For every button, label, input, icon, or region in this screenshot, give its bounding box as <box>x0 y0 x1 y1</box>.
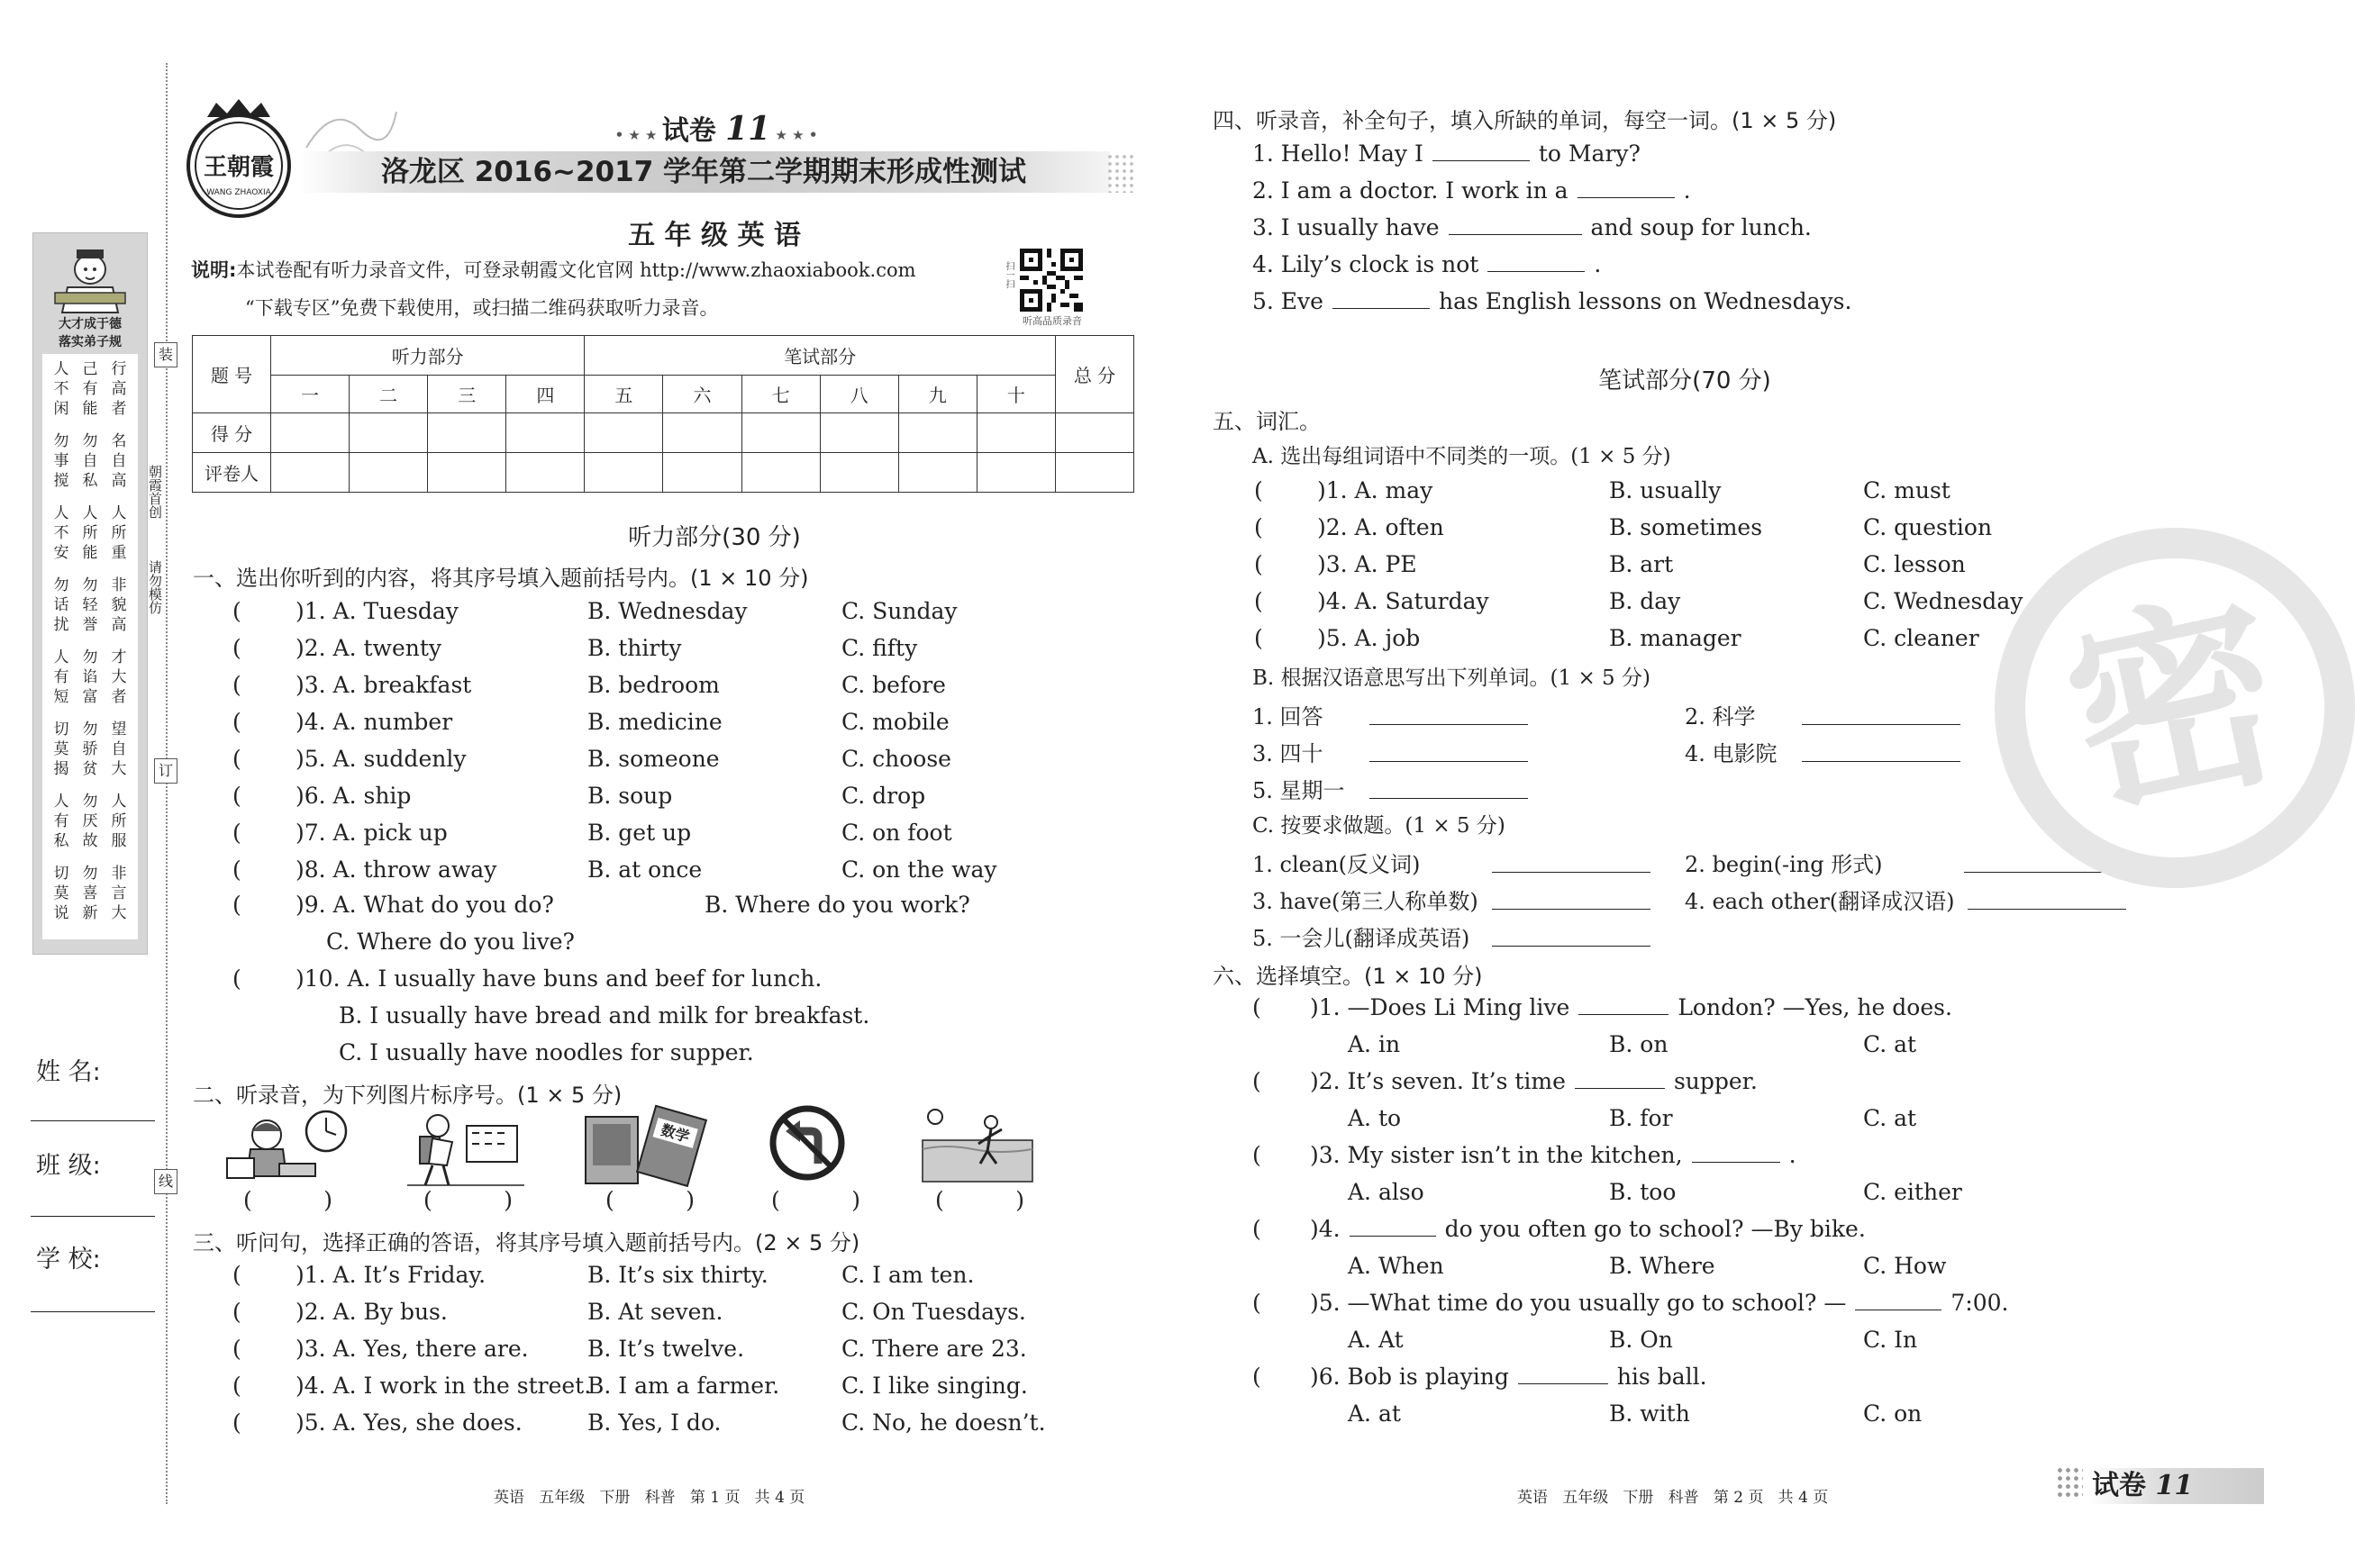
grader-cell[interactable] <box>663 453 741 493</box>
table-question-number: 九 <box>898 376 977 413</box>
option-c: C. fifty <box>841 635 918 661</box>
sentence-start: 2. I am a doctor. I work in a <box>1252 177 1568 204</box>
answer-bracket[interactable]: ( <box>1252 1068 1261 1094</box>
answer-blank[interactable] <box>1692 1142 1780 1163</box>
rule-block <box>42 648 138 712</box>
option-a: )4. A. Saturday <box>1317 588 1489 614</box>
option-b: B. medicine <box>587 709 723 735</box>
option-b: B. It’s twelve. <box>587 1336 745 1362</box>
task-answer-blank[interactable] <box>1492 872 1650 873</box>
table-header-writing: 笔试部分 <box>585 336 1056 376</box>
option-b: B. manager <box>1609 625 1741 651</box>
option-b: B. get up <box>587 820 692 846</box>
score-cell[interactable] <box>428 413 506 453</box>
option-c: C. drop <box>841 783 926 809</box>
answer-bracket[interactable]: ( <box>232 857 241 883</box>
qr-caption: 听高品质录音 <box>1023 315 1082 327</box>
rule-column: 名自高 <box>111 432 127 490</box>
table-question-number: 二 <box>350 376 428 413</box>
rule-column: 人有短 <box>53 648 69 706</box>
class-label: 班 级: <box>36 1152 101 1180</box>
answer-bracket[interactable]: ( <box>232 598 241 624</box>
table-header-question: 题 号 <box>193 336 271 413</box>
rule-block <box>42 720 138 784</box>
option-a: )5. A. suddenly <box>296 746 467 772</box>
option-b: B. sometimes <box>1609 514 1763 540</box>
option-a: )2. A. twenty <box>296 635 442 661</box>
option-a: )8. A. throw away <box>296 857 497 883</box>
subject-title: 五 年 级 英 语 <box>628 220 801 251</box>
option-b: B. at once <box>587 857 703 883</box>
rule-column: 人不安 <box>53 504 69 562</box>
rule-column: 行高者 <box>111 360 127 418</box>
instruction-line-2: “下载专区”免费下载使用，或扫描二维码获取听力录音。 <box>245 297 719 319</box>
option-c: C. cleaner <box>1863 625 1979 651</box>
motto-panel <box>32 232 148 955</box>
option-c: C. choose <box>841 746 951 772</box>
corner-tag: 试卷 11 <box>2088 1468 2264 1504</box>
question-stem: )3. My sister isn’t in the kitchen, <box>1310 1142 1683 1168</box>
total-score-cell[interactable] <box>1056 413 1134 453</box>
sentence-end: . <box>1683 177 1691 204</box>
task-prompt: 4. each other(翻译成汉语) <box>1685 889 1955 914</box>
option-b: B. bedroom <box>587 672 720 698</box>
option-a: )3. A. Yes, there are. <box>296 1336 529 1362</box>
option-c: C. There are 23. <box>841 1336 1027 1362</box>
option-c[interactable]: C. either <box>1863 1179 1962 1205</box>
option-c: C. I am ten. <box>841 1262 975 1288</box>
task-prompt: 1. clean(反义词) <box>1252 852 1421 877</box>
option-b: B. day <box>1609 588 1681 614</box>
grader-cell[interactable] <box>741 453 820 493</box>
q9-option-b: B. Where do you work? <box>705 892 970 918</box>
vocab-prompt: 5. 星期一 <box>1252 778 1345 803</box>
q10-option-a: )10. A. I usually have buns and beef for lunch. <box>296 965 823 992</box>
answer-bracket[interactable]: ( <box>232 709 241 735</box>
answer-bracket[interactable]: ( <box>1254 477 1263 503</box>
section-5a-title: A. 选出每组词语中不同类的一项。(1 × 5 分) <box>1252 445 1671 468</box>
answer-bracket[interactable]: ( <box>232 1409 241 1436</box>
answer-blank[interactable] <box>1578 994 1669 1015</box>
table-question-number: 四 <box>506 376 585 413</box>
option-c: C. I like singing. <box>841 1373 1028 1399</box>
option-c: C. must <box>1863 477 1950 503</box>
rule-column: 勿自私 <box>82 432 98 490</box>
option-c: C. Wednesday <box>1863 588 2023 614</box>
sentence-end: and soup for lunch. <box>1590 214 1812 240</box>
question-stem: )5. —What time do you usually go to school? — <box>1310 1290 1847 1316</box>
task-answer-blank[interactable] <box>1492 909 1650 910</box>
rule-column: 勿厌故 <box>82 793 98 850</box>
option-b[interactable]: B. On <box>1609 1327 1673 1353</box>
sentence-start: 1. Hello! May I <box>1252 140 1423 167</box>
option-c: C. on the way <box>841 857 997 883</box>
question-stem: )6. Bob is playing <box>1310 1364 1509 1390</box>
grader-cell[interactable] <box>271 453 350 493</box>
picture-hiker <box>407 1106 524 1189</box>
grader-cell[interactable] <box>506 453 585 493</box>
rule-column: 非言大 <box>111 865 127 922</box>
answer-blank[interactable] <box>1449 214 1582 235</box>
vocab-answer-blank[interactable] <box>1802 724 1960 725</box>
task-answer-blank[interactable] <box>1968 909 2126 910</box>
vocab-answer-blank[interactable] <box>1369 724 1528 725</box>
score-cell[interactable] <box>898 413 977 453</box>
binding-mark-2: 订 <box>154 758 177 784</box>
grader-cell[interactable] <box>428 453 506 493</box>
table-question-number: 七 <box>741 376 820 413</box>
option-c: C. lesson <box>1863 551 1966 577</box>
option-b: B. It’s six thirty. <box>587 1262 768 1288</box>
score-table <box>192 335 1134 493</box>
score-cell[interactable] <box>585 413 663 453</box>
sentence-start: 3. I usually have <box>1252 214 1440 240</box>
option-a[interactable]: A. at <box>1348 1400 1401 1427</box>
option-c: C. Sunday <box>841 598 958 624</box>
rule-column: 非貌高 <box>111 576 127 634</box>
qr-side-label: 扫一扫 <box>1004 261 1014 288</box>
rule-block <box>42 359 138 424</box>
rule-block <box>42 431 138 496</box>
option-a: )7. A. pick up <box>296 820 448 846</box>
name-label: 姓 名: <box>36 1058 101 1086</box>
question-stem: )4. <box>1310 1216 1341 1242</box>
answer-bracket[interactable]: ( <box>232 1299 241 1325</box>
svg-text:WANG ZHAOXIA: WANG ZHAOXIA <box>206 188 271 197</box>
task-prompt: 2. begin(-ing 形式) <box>1685 852 1883 877</box>
rule-block <box>42 503 138 568</box>
answer-bracket[interactable]: ( <box>1254 551 1263 577</box>
vocab-prompt: 4. 电影院 <box>1685 741 1778 766</box>
rule-column: 勿喜新 <box>82 865 98 922</box>
rule-column: 人所重 <box>111 504 127 562</box>
fill-in-row <box>1252 177 1691 204</box>
answer-bracket[interactable]: ( <box>232 892 241 918</box>
option-c: C. On Tuesdays. <box>841 1299 1026 1325</box>
answer-bracket[interactable]: ( <box>1252 1142 1261 1168</box>
rule-column: 勿话扰 <box>53 576 69 634</box>
answer-blank[interactable] <box>1518 1364 1608 1384</box>
motto-bottom: 落实弟子规 <box>59 335 122 349</box>
answer-bracket[interactable]: ( <box>232 965 241 992</box>
answer-bracket[interactable]: ( <box>232 783 241 809</box>
option-a[interactable]: A. to <box>1348 1105 1402 1131</box>
option-b: B. art <box>1609 551 1674 577</box>
grader-cell[interactable] <box>977 453 1055 493</box>
section-1-title: 一、选出你听到的内容，将其序号填入题前括号内。(1 × 10 分) <box>193 566 809 591</box>
answer-bracket[interactable]: ( <box>1254 588 1263 614</box>
answer-blank[interactable] <box>1575 1068 1665 1089</box>
fill-in-row <box>1252 251 1601 278</box>
listening-section-title: 听力部分(30 分) <box>628 524 801 551</box>
svg-text:王朝霞: 王朝霞 <box>203 154 275 181</box>
option-a[interactable]: A. in <box>1348 1031 1401 1057</box>
table-header-total: 总 分 <box>1056 336 1134 413</box>
rule-column: 人所服 <box>111 793 127 850</box>
vocab-answer-blank[interactable] <box>1369 798 1528 799</box>
section-5b-title: B. 根据汉语意思写出下列单词。(1 × 5 分) <box>1252 666 1650 690</box>
sentence-end: has English lessons on Wednesdays. <box>1438 288 1852 314</box>
rule-column: 才大者 <box>111 648 127 706</box>
rule-column: 勿骄贫 <box>82 721 98 778</box>
q10-option-b: B. I usually have bread and milk for breakfast. <box>339 1002 870 1029</box>
option-a: )3. A. breakfast <box>296 672 472 698</box>
option-a: )6. A. ship <box>296 783 412 809</box>
option-a[interactable]: A. also <box>1348 1179 1424 1205</box>
option-b[interactable]: B. too <box>1609 1179 1677 1205</box>
option-c: C. mobile <box>841 709 950 735</box>
option-c[interactable]: C. at <box>1863 1105 1917 1131</box>
option-b: B. soup <box>587 783 673 809</box>
answer-bracket[interactable]: ( <box>232 1336 241 1362</box>
q10-option-c: C. I usually have noodles for supper. <box>339 1039 754 1065</box>
task-prompt: 5. 一会儿(翻译成英语) <box>1252 926 1470 951</box>
rule-column: 勿轻誉 <box>82 576 98 634</box>
option-b: B. someone <box>587 746 720 772</box>
sentence-end: . <box>1594 251 1602 277</box>
secret-watermark: 密 <box>1995 528 2355 888</box>
vocab-prompt: 3. 四十 <box>1252 741 1323 766</box>
picture-no-left-turn-sign <box>769 1104 845 1182</box>
table-question-number: 三 <box>428 376 506 413</box>
option-b[interactable]: B. with <box>1609 1400 1690 1427</box>
grader-cell[interactable] <box>350 453 428 493</box>
rule-column: 己有能 <box>82 360 98 418</box>
option-a: )1. A. Tuesday <box>296 598 459 624</box>
table-question-number: 八 <box>820 376 898 413</box>
picture-answer-bracket[interactable]: ( ) <box>771 1187 860 1213</box>
answer-blank[interactable] <box>1350 1216 1436 1237</box>
binding-note-2: 请勿模仿 <box>147 560 163 614</box>
answer-bracket[interactable]: ( <box>232 672 241 698</box>
rule-column: 勿事搅 <box>53 432 69 490</box>
footer-left: 英语 五年级 下册 科普 第 1 页 共 4 页 <box>494 1489 805 1507</box>
sentence-end: to Mary? <box>1538 140 1641 167</box>
writing-section-title: 笔试部分(70 分) <box>1598 367 1771 394</box>
grader-cell[interactable] <box>898 453 977 493</box>
table-question-number: 五 <box>585 376 663 413</box>
question-stem-end: 7:00. <box>1950 1290 2009 1316</box>
score-cell[interactable] <box>506 413 585 453</box>
section-2-title: 二、听录音，为下列图片标序号。(1 × 5 分) <box>193 1083 623 1108</box>
picture-beach <box>919 1104 1036 1187</box>
motto-top: 大才成于德 <box>59 317 122 331</box>
option-c: C. question <box>1863 514 1993 540</box>
option-b[interactable]: B. for <box>1609 1105 1673 1131</box>
vocab-prompt: 2. 科学 <box>1685 704 1756 730</box>
option-a: )1. A. It’s Friday. <box>296 1262 486 1288</box>
name-field[interactable] <box>31 1120 155 1121</box>
task-prompt: 3. have(第三人称单数) <box>1252 889 1478 914</box>
fill-in-row <box>1252 288 1851 315</box>
option-a: )5. A. job <box>1317 625 1421 651</box>
paper-number: 11 <box>725 110 771 148</box>
option-b[interactable]: B. on <box>1609 1031 1669 1057</box>
option-c[interactable]: C. at <box>1863 1031 1917 1057</box>
question-stem-end: London? —Yes, he does. <box>1678 994 1952 1020</box>
section-3-title: 三、听问句，选择正确的答语，将其序号填入题前括号内。(2 × 5 分) <box>193 1230 860 1255</box>
table-question-number: 六 <box>663 376 741 413</box>
option-b: B. usually <box>1609 477 1722 503</box>
score-cell[interactable] <box>271 413 350 453</box>
picture-answer-bracket[interactable]: ( ) <box>423 1187 513 1213</box>
option-b[interactable]: B. Where <box>1609 1253 1715 1279</box>
school-field[interactable] <box>31 1311 155 1312</box>
row-score-label: 得 分 <box>193 413 271 453</box>
svg-text:数学: 数学 <box>659 1120 692 1146</box>
row-grader-label: 评卷人 <box>193 453 271 493</box>
option-a: )5. A. Yes, she does. <box>296 1409 523 1436</box>
option-a: )2. A. By bus. <box>296 1299 448 1325</box>
answer-blank[interactable] <box>1432 140 1530 161</box>
class-field[interactable] <box>31 1216 155 1217</box>
section-4-title: 四、听录音，补全句子，填入所缺的单词，每空一词。(1 × 5 分) <box>1213 108 1837 133</box>
rule-block <box>42 864 138 929</box>
picture-answer-bracket[interactable]: ( ) <box>935 1187 1024 1213</box>
title-bar-dots <box>1106 153 1133 193</box>
grader-cell[interactable] <box>585 453 663 493</box>
option-a[interactable]: A. At <box>1348 1327 1404 1353</box>
rule-column: 人所能 <box>82 504 98 562</box>
option-c[interactable]: C. on <box>1863 1400 1923 1427</box>
option-c: C. before <box>841 672 946 698</box>
corner-tag-dots <box>2056 1466 2083 1500</box>
q9-option-a: )9. A. What do you do? <box>296 892 554 918</box>
vocab-answer-blank[interactable] <box>1369 761 1528 762</box>
rule-block <box>42 792 138 857</box>
binding-dotted-line <box>166 63 168 1504</box>
option-a: )4. A. I work in the street. <box>296 1373 592 1399</box>
score-cell[interactable] <box>820 413 898 453</box>
corner-number: 11 <box>2155 1470 2194 1501</box>
answer-bracket[interactable]: ( <box>1252 1216 1261 1242</box>
option-a: )1. A. may <box>1317 477 1433 503</box>
binding-mark-3: 线 <box>154 1169 177 1194</box>
table-header-listening: 听力部分 <box>271 336 585 376</box>
rule-block <box>42 576 138 640</box>
option-b: B. I am a farmer. <box>587 1373 780 1399</box>
option-a: )3. A. PE <box>1317 551 1417 577</box>
school-label: 学 校: <box>36 1246 101 1273</box>
option-c[interactable]: C. In <box>1863 1327 1918 1353</box>
score-cell[interactable] <box>741 413 820 453</box>
paper-tag: • ★ ★ 试卷 11 ★ ★ • <box>614 110 818 148</box>
option-a[interactable]: A. When <box>1348 1253 1444 1279</box>
rule-column: 勿谄富 <box>82 648 98 706</box>
section-5c-title: C. 按要求做题。(1 × 5 分) <box>1252 814 1505 838</box>
footer-right: 英语 五年级 下册 科普 第 2 页 共 4 页 <box>1517 1489 1829 1507</box>
table-question-number: 十 <box>977 376 1055 413</box>
answer-blank[interactable] <box>1487 251 1585 272</box>
option-b: B. Yes, I do. <box>587 1409 722 1436</box>
binding-mark-1: 装 <box>154 342 177 367</box>
option-c[interactable]: C. How <box>1863 1253 1947 1279</box>
score-cell[interactable] <box>350 413 428 453</box>
answer-bracket[interactable]: ( <box>1252 994 1261 1020</box>
q9-option-c: C. Where do you live? <box>326 929 575 955</box>
answer-bracket[interactable]: ( <box>1254 625 1263 651</box>
vocab-prompt: 1. 回答 <box>1252 704 1323 730</box>
question-stem-end: . <box>1788 1142 1796 1168</box>
answer-bracket[interactable]: ( <box>1254 514 1263 540</box>
total-grader-cell[interactable] <box>1056 453 1134 493</box>
picture-boy-clock <box>223 1104 350 1187</box>
score-cell[interactable] <box>977 413 1055 453</box>
scholar-icon <box>50 242 131 314</box>
answer-bracket[interactable]: ( <box>232 746 241 772</box>
table-question-number: 一 <box>271 376 350 413</box>
rule-column: 切莫揭 <box>53 721 69 778</box>
question-stem-end: his ball. <box>1616 1364 1707 1390</box>
answer-bracket[interactable]: ( <box>1252 1290 1261 1316</box>
rule-column: 切莫说 <box>53 865 69 922</box>
brand-logo <box>180 97 297 223</box>
answer-bracket[interactable]: ( <box>1252 1364 1261 1390</box>
option-c: C. No, he doesn’t. <box>841 1409 1046 1436</box>
picture-books <box>580 1104 715 1191</box>
picture-answer-bracket[interactable]: ( ) <box>605 1187 695 1213</box>
option-c: C. on foot <box>841 820 952 846</box>
answer-bracket[interactable]: ( <box>232 1262 241 1288</box>
option-b: B. Wednesday <box>587 598 748 624</box>
question-stem-end: do you often go to school? —By bike. <box>1444 1216 1866 1242</box>
instruction-line-1: 说明:本试卷配有听力录音文件，可登录朝霞文化官网 http://www.zhaoxiabook.com <box>191 259 916 281</box>
rule-column: 人不闲 <box>53 360 69 418</box>
binding-note-1: 朝霞首创 <box>147 465 163 519</box>
answer-blank[interactable] <box>1855 1290 1941 1310</box>
option-a: )2. A. often <box>1317 514 1444 540</box>
picture-answer-bracket[interactable]: ( ) <box>243 1187 332 1213</box>
rule-column: 望自大 <box>111 721 127 778</box>
exam-title: 洛龙区 2016~2017 学年第二学期期末形成性测试 <box>380 156 1027 188</box>
option-a: )4. A. number <box>296 709 453 735</box>
sentence-start: 4. Lily’s clock is not <box>1252 251 1479 277</box>
question-stem-end: supper. <box>1673 1068 1758 1094</box>
question-stem: )2. It’s seven. It’s time <box>1310 1068 1566 1094</box>
rules-box <box>42 354 138 939</box>
grader-cell[interactable] <box>820 453 898 493</box>
score-cell[interactable] <box>663 413 741 453</box>
rule-column: 人有私 <box>53 793 69 850</box>
fill-in-row <box>1252 140 1641 168</box>
qr-code-icon <box>1020 249 1083 312</box>
question-stem: )1. —Does Li Ming live <box>1310 994 1570 1020</box>
option-b: B. thirty <box>587 635 682 661</box>
answer-bracket[interactable]: ( <box>232 820 241 846</box>
fill-in-row <box>1252 214 1812 241</box>
answer-blank[interactable] <box>1578 177 1675 198</box>
answer-blank[interactable] <box>1332 288 1430 309</box>
task-answer-blank[interactable] <box>1492 946 1650 947</box>
section-6-title: 六、选择填空。(1 × 10 分) <box>1213 964 1483 989</box>
sentence-start: 5. Eve <box>1252 288 1323 314</box>
section-5-title: 五、词汇。 <box>1213 409 1321 434</box>
vocab-answer-blank[interactable] <box>1802 761 1960 762</box>
answer-bracket[interactable]: ( <box>232 635 241 661</box>
option-b: B. At seven. <box>587 1299 723 1325</box>
answer-bracket[interactable]: ( <box>232 1373 241 1399</box>
